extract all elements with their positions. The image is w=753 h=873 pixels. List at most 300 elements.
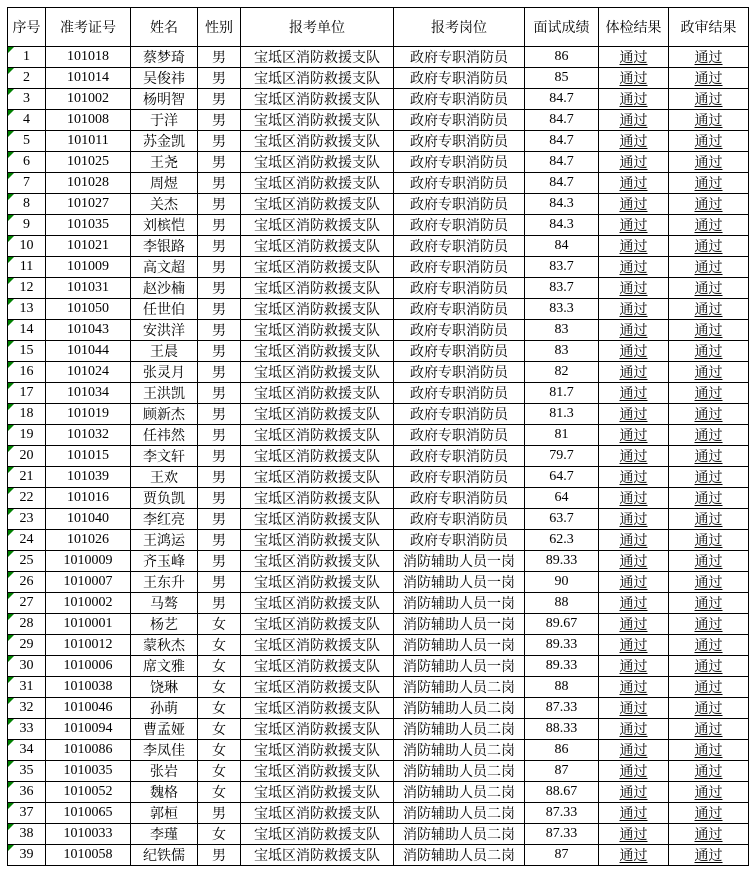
cell-political: [669, 803, 749, 824]
cell-position-text: 消防辅助人员二岗: [403, 723, 515, 738]
table-row: [8, 152, 749, 173]
cell-position: [394, 782, 525, 803]
cell-gender: [198, 824, 241, 845]
cell-position-text: 政府专职消防员: [410, 93, 508, 108]
cell-unit: [241, 362, 394, 383]
cell-score-text: 89.33: [545, 553, 578, 568]
cell-no-text: 33: [19, 721, 34, 736]
cell-name: [131, 320, 198, 341]
cell-no-text: 11: [19, 259, 34, 274]
cell-score-text: 62.3: [549, 532, 574, 547]
cell-political-text: 通过: [694, 744, 723, 759]
cell-gender: [198, 341, 241, 362]
cell-id-text: 1010046: [63, 700, 113, 715]
excel-error-triangle-icon: [8, 698, 14, 704]
cell-name-text: 曹孟娅: [143, 723, 185, 738]
cell-physical: [599, 194, 669, 215]
cell-id: [46, 173, 131, 194]
cell-name-text: 王东升: [143, 576, 185, 591]
excel-error-triangle-icon: [8, 194, 14, 200]
cell-gender: [198, 740, 241, 761]
cell-name-text: 安洪洋: [143, 324, 185, 339]
cell-physical: [599, 47, 669, 68]
excel-error-triangle-icon: [8, 320, 14, 326]
cell-unit: [241, 677, 394, 698]
cell-unit: [241, 131, 394, 152]
cell-name-text: 王鸿运: [143, 534, 185, 549]
cell-name-text: 吴俊祎: [143, 72, 185, 87]
cell-name-text: 张岩: [150, 765, 178, 780]
excel-error-triangle-icon: [8, 593, 14, 599]
cell-position-text: 政府专职消防员: [410, 198, 508, 213]
cell-unit-text: 宝坻区消防救援支队: [254, 681, 380, 696]
excel-error-triangle-icon: [8, 47, 14, 53]
cell-gender: [198, 47, 241, 68]
cell-id: [46, 677, 131, 698]
cell-physical: [599, 341, 669, 362]
cell-name-text: 杨明智: [143, 93, 185, 108]
cell-physical: [599, 467, 669, 488]
cell-name-text: 关杰: [150, 198, 178, 213]
cell-gender-text: 女: [212, 828, 226, 843]
cell-gender-text: 男: [212, 387, 226, 402]
cell-position-text: 政府专职消防员: [410, 471, 508, 486]
cell-gender: [198, 131, 241, 152]
table-row: [8, 341, 749, 362]
cell-no-text: 8: [23, 196, 30, 211]
cell-name: [131, 530, 198, 551]
results-table: [7, 7, 749, 866]
cell-unit-text: 宝坻区消防救援支队: [254, 450, 380, 465]
cell-political: [669, 719, 749, 740]
cell-no: [8, 131, 46, 152]
cell-gender-text: 男: [212, 219, 226, 234]
cell-unit: [241, 467, 394, 488]
cell-score: [525, 677, 599, 698]
excel-error-triangle-icon: [8, 803, 14, 809]
cell-score: [525, 110, 599, 131]
cell-gender: [198, 845, 241, 866]
cell-score: [525, 383, 599, 404]
cell-political-text: 通过: [694, 618, 723, 633]
cell-score: [525, 194, 599, 215]
cell-political-text: 通过: [694, 702, 723, 717]
cell-score: [525, 593, 599, 614]
cell-physical: [599, 845, 669, 866]
cell-no-text: 29: [19, 637, 34, 652]
cell-id-text: 101009: [67, 259, 109, 274]
table-row: [8, 719, 749, 740]
cell-name: [131, 761, 198, 782]
cell-political-text: 通过: [694, 597, 723, 612]
cell-unit-text: 宝坻区消防救援支队: [254, 387, 380, 402]
cell-no-text: 39: [19, 847, 34, 862]
cell-name: [131, 803, 198, 824]
excel-error-triangle-icon: [8, 215, 14, 221]
cell-political: [669, 635, 749, 656]
cell-gender-text: 男: [212, 366, 226, 381]
cell-name-text: 李凤佳: [143, 744, 185, 759]
cell-no-text: 13: [19, 301, 34, 316]
cell-unit: [241, 194, 394, 215]
cell-gender-text: 男: [212, 345, 226, 360]
cell-position-text: 消防辅助人员一岗: [403, 597, 515, 612]
cell-id-text: 101027: [67, 196, 109, 211]
cell-physical-text: 通过: [619, 135, 648, 150]
table-row: [8, 383, 749, 404]
cell-physical-text: 通过: [619, 681, 648, 696]
cell-political-text: 通过: [694, 387, 723, 402]
cell-position-text: 消防辅助人员二岗: [403, 765, 515, 780]
excel-error-triangle-icon: [8, 362, 14, 368]
cell-score: [525, 278, 599, 299]
cell-gender-text: 男: [212, 450, 226, 465]
cell-no-text: 2: [23, 70, 30, 85]
cell-no: [8, 215, 46, 236]
cell-unit-text: 宝坻区消防救援支队: [254, 198, 380, 213]
cell-political: [669, 593, 749, 614]
cell-score: [525, 782, 599, 803]
cell-no-text: 28: [19, 616, 34, 631]
cell-no: [8, 614, 46, 635]
cell-unit-text: 宝坻区消防救援支队: [254, 597, 380, 612]
cell-physical-text: 通过: [619, 198, 648, 213]
cell-unit-text: 宝坻区消防救援支队: [254, 219, 380, 234]
cell-gender-text: 女: [212, 786, 226, 801]
cell-gender: [198, 68, 241, 89]
cell-political-text: 通过: [694, 765, 723, 780]
cell-score: [525, 404, 599, 425]
cell-no: [8, 530, 46, 551]
cell-unit: [241, 803, 394, 824]
cell-name: [131, 572, 198, 593]
cell-gender: [198, 152, 241, 173]
cell-physical-text: 通过: [619, 534, 648, 549]
cell-unit-text: 宝坻区消防救援支队: [254, 51, 380, 66]
table-row: [8, 530, 749, 551]
cell-position: [394, 47, 525, 68]
cell-no: [8, 68, 46, 89]
table-row: [8, 551, 749, 572]
excel-error-triangle-icon: [8, 110, 14, 116]
cell-no: [8, 383, 46, 404]
cell-score-text: 81.3: [549, 406, 574, 421]
cell-physical: [599, 404, 669, 425]
cell-no: [8, 719, 46, 740]
cell-physical-text: 通过: [619, 324, 648, 339]
cell-name: [131, 467, 198, 488]
table-row: [8, 740, 749, 761]
cell-physical-text: 通过: [619, 51, 648, 66]
cell-physical-text: 通过: [619, 849, 648, 864]
cell-id: [46, 761, 131, 782]
excel-error-triangle-icon: [8, 551, 14, 557]
cell-name: [131, 299, 198, 320]
cell-name-text: 于洋: [150, 114, 178, 129]
cell-unit-text: 宝坻区消防救援支队: [254, 261, 380, 276]
cell-unit-text: 宝坻区消防救援支队: [254, 576, 380, 591]
excel-error-triangle-icon: [8, 173, 14, 179]
cell-position-text: 消防辅助人员二岗: [403, 849, 515, 864]
cell-name: [131, 656, 198, 677]
cell-physical-text: 通过: [619, 93, 648, 108]
cell-position: [394, 719, 525, 740]
cell-gender: [198, 173, 241, 194]
cell-position: [394, 488, 525, 509]
cell-political-text: 通过: [694, 681, 723, 696]
cell-gender: [198, 110, 241, 131]
cell-position: [394, 509, 525, 530]
cell-name: [131, 362, 198, 383]
header-physical: 体检结果: [599, 8, 669, 47]
table-row: [8, 110, 749, 131]
cell-political-text: 通过: [694, 513, 723, 528]
cell-unit: [241, 551, 394, 572]
cell-position-text: 消防辅助人员一岗: [403, 639, 515, 654]
header-gender: 性别: [198, 8, 241, 47]
cell-id-text: 101015: [67, 448, 109, 463]
cell-no-text: 19: [19, 427, 34, 442]
cell-id-text: 1010006: [63, 658, 113, 673]
cell-name-text: 李瑾: [150, 828, 178, 843]
cell-position: [394, 467, 525, 488]
cell-political: [669, 152, 749, 173]
cell-no: [8, 194, 46, 215]
cell-unit: [241, 614, 394, 635]
cell-physical-text: 通过: [619, 597, 648, 612]
cell-id: [46, 740, 131, 761]
cell-position-text: 政府专职消防员: [410, 324, 508, 339]
cell-physical: [599, 824, 669, 845]
cell-score: [525, 740, 599, 761]
cell-unit: [241, 698, 394, 719]
header-no: 序号: [8, 8, 46, 47]
cell-political-text: 通过: [694, 450, 723, 465]
cell-no-text: 14: [19, 322, 34, 337]
cell-no: [8, 236, 46, 257]
cell-gender: [198, 257, 241, 278]
cell-position: [394, 761, 525, 782]
cell-gender-text: 男: [212, 240, 226, 255]
cell-position: [394, 530, 525, 551]
cell-no: [8, 509, 46, 530]
cell-physical: [599, 362, 669, 383]
cell-physical-text: 通过: [619, 807, 648, 822]
cell-position: [394, 278, 525, 299]
cell-gender: [198, 635, 241, 656]
cell-position: [394, 698, 525, 719]
cell-name: [131, 404, 198, 425]
cell-id: [46, 593, 131, 614]
cell-gender-text: 男: [212, 408, 226, 423]
cell-physical: [599, 782, 669, 803]
cell-score: [525, 299, 599, 320]
cell-political-text: 通过: [694, 429, 723, 444]
cell-unit-text: 宝坻区消防救援支队: [254, 660, 380, 675]
cell-no-text: 5: [23, 133, 30, 148]
cell-unit: [241, 236, 394, 257]
cell-id: [46, 782, 131, 803]
cell-id-text: 1010033: [63, 826, 113, 841]
cell-gender-text: 男: [212, 303, 226, 318]
excel-error-triangle-icon: [8, 656, 14, 662]
cell-political: [669, 677, 749, 698]
cell-gender-text: 男: [212, 597, 226, 612]
cell-unit: [241, 488, 394, 509]
cell-no-text: 15: [19, 343, 34, 358]
cell-name: [131, 278, 198, 299]
cell-unit: [241, 89, 394, 110]
cell-score: [525, 257, 599, 278]
cell-political: [669, 656, 749, 677]
cell-physical: [599, 677, 669, 698]
table-row: [8, 278, 749, 299]
cell-gender-text: 男: [212, 849, 226, 864]
cell-unit-text: 宝坻区消防救援支队: [254, 282, 380, 297]
cell-political-text: 通过: [694, 534, 723, 549]
cell-position-text: 消防辅助人员二岗: [403, 702, 515, 717]
cell-position-text: 政府专职消防员: [410, 135, 508, 150]
cell-position: [394, 656, 525, 677]
cell-no-text: 17: [19, 385, 34, 400]
cell-no: [8, 656, 46, 677]
cell-no-text: 21: [19, 469, 34, 484]
cell-no-text: 10: [19, 238, 34, 253]
cell-score: [525, 656, 599, 677]
cell-no: [8, 257, 46, 278]
excel-error-triangle-icon: [8, 845, 14, 851]
cell-physical-text: 通过: [619, 72, 648, 87]
cell-unit-text: 宝坻区消防救援支队: [254, 177, 380, 192]
cell-id-text: 1010001: [63, 616, 113, 631]
cell-score: [525, 719, 599, 740]
cell-gender: [198, 656, 241, 677]
cell-id-text: 1010058: [63, 847, 113, 862]
cell-score-text: 83.7: [549, 259, 574, 274]
cell-name: [131, 215, 198, 236]
cell-gender-text: 女: [212, 618, 226, 633]
excel-error-triangle-icon: [8, 68, 14, 74]
cell-score: [525, 467, 599, 488]
cell-no-text: 9: [23, 217, 30, 232]
cell-political: [669, 215, 749, 236]
cell-unit: [241, 593, 394, 614]
cell-no: [8, 110, 46, 131]
cell-score-text: 83: [554, 343, 569, 358]
cell-unit: [241, 215, 394, 236]
cell-score-text: 82: [554, 364, 569, 379]
table-row: [8, 257, 749, 278]
cell-unit-text: 宝坻区消防救援支队: [254, 618, 380, 633]
cell-political-text: 通过: [694, 366, 723, 381]
cell-id: [46, 89, 131, 110]
cell-name-text: 王尧: [150, 156, 178, 171]
cell-position-text: 政府专职消防员: [410, 429, 508, 444]
cell-score: [525, 635, 599, 656]
cell-political-text: 通过: [694, 261, 723, 276]
cell-score-text: 87.33: [545, 805, 578, 820]
cell-physical: [599, 173, 669, 194]
cell-political: [669, 47, 749, 68]
cell-name-text: 李银路: [143, 240, 185, 255]
cell-unit-text: 宝坻区消防救援支队: [254, 366, 380, 381]
table-row: [8, 509, 749, 530]
cell-position: [394, 68, 525, 89]
cell-name: [131, 635, 198, 656]
cell-id-text: 101039: [67, 469, 109, 484]
cell-score-text: 89.33: [545, 658, 578, 673]
cell-no-text: 22: [19, 490, 34, 505]
cell-physical: [599, 593, 669, 614]
cell-physical-text: 通过: [619, 261, 648, 276]
cell-political-text: 通过: [694, 240, 723, 255]
cell-political-text: 通过: [694, 198, 723, 213]
cell-gender-text: 男: [212, 282, 226, 297]
cell-score: [525, 761, 599, 782]
cell-gender-text: 女: [212, 660, 226, 675]
cell-id-text: 101011: [67, 133, 109, 148]
cell-position-text: 消防辅助人员二岗: [403, 786, 515, 801]
cell-name: [131, 614, 198, 635]
cell-name: [131, 845, 198, 866]
cell-id: [46, 530, 131, 551]
cell-position-text: 政府专职消防员: [410, 177, 508, 192]
cell-physical-text: 通过: [619, 828, 648, 843]
cell-no: [8, 47, 46, 68]
cell-physical: [599, 446, 669, 467]
cell-no: [8, 572, 46, 593]
cell-position: [394, 257, 525, 278]
cell-id: [46, 446, 131, 467]
cell-unit-text: 宝坻区消防救援支队: [254, 345, 380, 360]
cell-physical-text: 通过: [619, 240, 648, 255]
cell-physical: [599, 68, 669, 89]
cell-position-text: 政府专职消防员: [410, 408, 508, 423]
cell-physical-text: 通过: [619, 177, 648, 192]
cell-no: [8, 488, 46, 509]
cell-unit-text: 宝坻区消防救援支队: [254, 114, 380, 129]
cell-position: [394, 173, 525, 194]
cell-gender-text: 男: [212, 576, 226, 591]
cell-political-text: 通过: [694, 324, 723, 339]
cell-id-text: 1010012: [63, 637, 113, 652]
cell-unit: [241, 446, 394, 467]
table-row: [8, 677, 749, 698]
cell-unit-text: 宝坻区消防救援支队: [254, 303, 380, 318]
cell-name-text: 饶琳: [150, 681, 178, 696]
cell-position-text: 政府专职消防员: [410, 72, 508, 87]
cell-position-text: 政府专职消防员: [410, 534, 508, 549]
excel-error-triangle-icon: [8, 677, 14, 683]
cell-physical-text: 通过: [619, 702, 648, 717]
table-row: [8, 572, 749, 593]
excel-error-triangle-icon: [8, 572, 14, 578]
cell-political: [669, 698, 749, 719]
cell-score: [525, 89, 599, 110]
cell-physical: [599, 698, 669, 719]
cell-position: [394, 572, 525, 593]
cell-id: [46, 656, 131, 677]
cell-score-text: 88: [554, 595, 569, 610]
cell-name-text: 赵沙楠: [143, 282, 185, 297]
cell-position: [394, 845, 525, 866]
cell-position-text: 政府专职消防员: [410, 219, 508, 234]
cell-no-text: 31: [19, 679, 34, 694]
cell-score-text: 87.33: [545, 700, 578, 715]
cell-name-text: 王晨: [150, 345, 178, 360]
cell-name-text: 李红亮: [143, 513, 185, 528]
table-row: [8, 68, 749, 89]
